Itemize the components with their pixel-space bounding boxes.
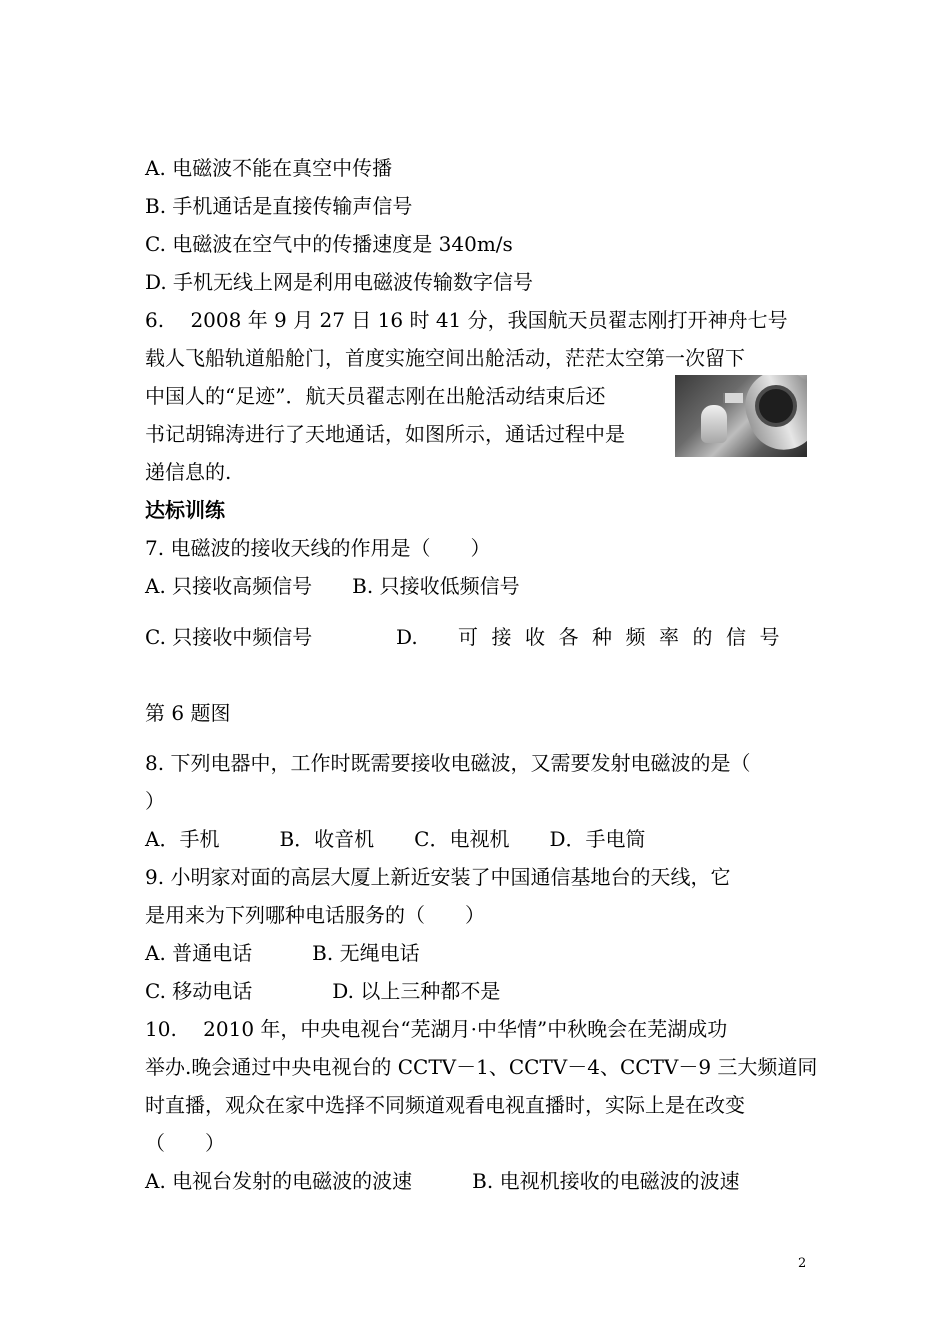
astronaut-spacewalk-photo — [675, 375, 807, 457]
question-8-line-1: 8. 下列电器中，工作时既需要接收电磁波，又需要发射电磁波的是（ — [145, 751, 751, 775]
option-5c: C. 电磁波在空气中的传播速度是 340m/s — [145, 232, 513, 256]
option-5a: A. 电磁波不能在真空中传播 — [145, 156, 393, 180]
question-9-line-1: 9. 小明家对面的高层大厦上新近安装了中国通信基地台的天线，它 — [145, 865, 731, 889]
page-number: 2 — [798, 1256, 807, 1271]
section-heading: 达标训练 — [145, 498, 225, 522]
question-9-options-cd: C. 移动电话 D. 以上三种都不是 — [145, 979, 501, 1003]
question-10-line-4: （ ） — [145, 1131, 225, 1155]
question-10-line-3: 时直播，观众在家中选择不同频道观看电视直播时，实际上是在改变 — [145, 1093, 745, 1117]
question-10-line-2: 举办.晚会通过中央电视台的 CCTV－1、CCTV－4、CCTV－9 三大频道同 — [145, 1055, 818, 1079]
question-9-line-2: 是用来为下列哪种电话服务的（ ） — [145, 903, 485, 927]
figure-caption: 第 6 题图 — [145, 701, 231, 725]
question-8-line-2: ） — [145, 789, 165, 813]
question-6-line-5: 递信息的. — [145, 460, 232, 484]
option-5b: B. 手机通话是直接传输声信号 — [145, 194, 413, 218]
question-8-options: A．手机 B．收音机 C．电视机 D．手电筒 — [145, 827, 646, 851]
question-7-option-c: C. 只接收中频信号 — [145, 625, 313, 649]
question-10-line-1: 10. 2010 年，中央电视台“芜湖月·中华情”中秋晚会在芜湖成功 — [145, 1017, 728, 1041]
question-10-options-ab: A. 电视台发射的电磁波的波速 B. 电视机接收的电磁波的波速 — [145, 1169, 740, 1193]
question-9-options-ab: A. 普通电话 B. 无绳电话 — [145, 941, 420, 965]
question-6-line-3: 中国人的“足迹”．航天员翟志刚在出舱活动结束后还 — [145, 384, 606, 408]
option-5d: D. 手机无线上网是利用电磁波传输数字信号 — [145, 270, 534, 294]
question-7-options-ab: A. 只接收高频信号 B. 只接收低频信号 — [145, 574, 520, 598]
question-6-line-1: 6. 2008 年 9 月 27 日 16 时 41 分，我国航天员翟志刚打开神舟七号 — [145, 308, 788, 332]
question-6-line-4: 书记胡锦涛进行了天地通话，如图所示，通话过程中是 — [145, 422, 625, 446]
question-7: 7. 电磁波的接收天线的作用是（ ） — [145, 536, 491, 560]
question-7-option-d-text: 可接收各种频率的信号 — [458, 625, 793, 649]
question-6-line-2: 载人飞船轨道船舱门，首度实施空间出舱活动，茫茫太空第一次留下 — [145, 346, 745, 370]
question-7-option-d-label: D. — [396, 625, 418, 649]
